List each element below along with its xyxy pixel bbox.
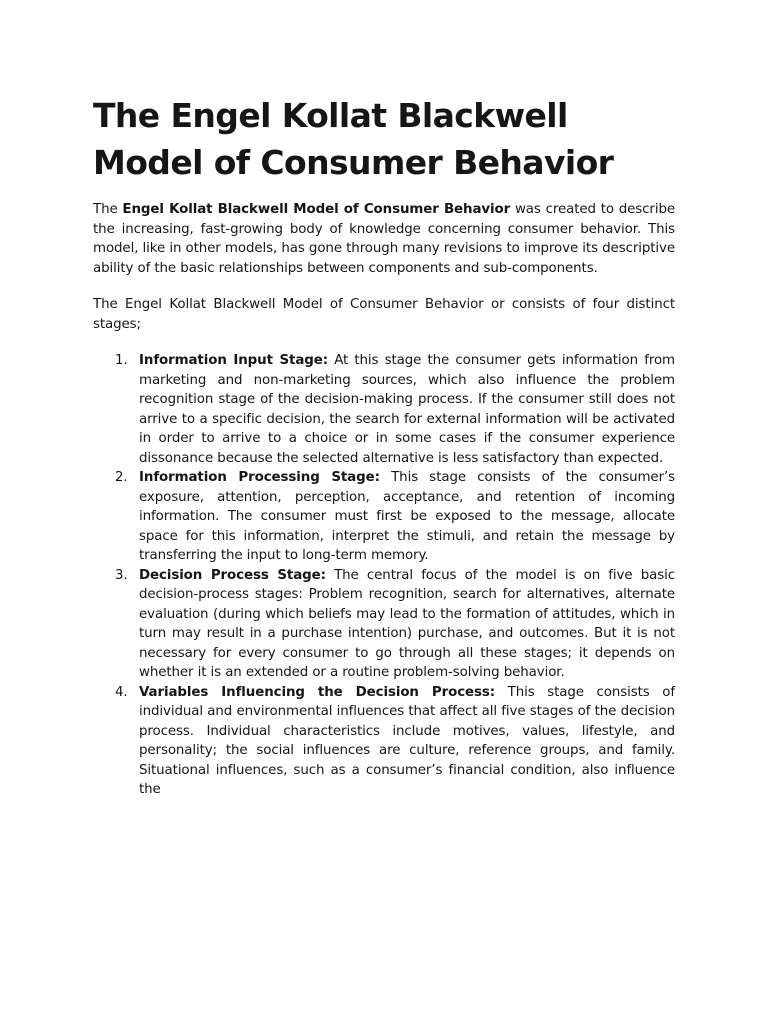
list-item-heading: Information Input Stage: bbox=[139, 353, 329, 368]
list-item-number: 3. bbox=[115, 567, 128, 583]
list-item-number: 1. bbox=[115, 353, 128, 368]
list-item bbox=[93, 468, 675, 566]
list-item-heading: Information Processing Stage: bbox=[139, 470, 380, 485]
list-item-heading: Variables Influencing the Decision Process: bbox=[139, 684, 496, 700]
list-item-number: 2. bbox=[115, 470, 128, 485]
list-item bbox=[93, 566, 675, 683]
list-item-text: This stage consists of the consumer’s exposure, attention, perception, acceptance, and retention of incoming information. The consumer must first be exposed to the message, allocate space for this information, interpret the stimuli, and retain the message by transferring the input to long-term memory. bbox=[139, 470, 676, 563]
intro-paragraph bbox=[93, 200, 675, 278]
intro-bold-term: Engel Kollat Blackwell Model of Consumer Behavior bbox=[122, 202, 511, 217]
intro-rest: was created to describe the increasing, fast-growing body of knowledge concerning consumer behavior. This model, like in other models, has gone through many revisions to improve its descriptive ability of the basic relationships between components and sub-components. bbox=[93, 202, 675, 276]
stages-intro-paragraph: The Engel Kollat Blackwell Model of Consumer Behavior or consists of four distinct stages; bbox=[93, 297, 675, 332]
list-item-text: At this stage the consumer gets information from marketing and non-marketing sources, which also influence the problem recognition stage of the decision-making process. If the consumer still does not arrive to a specific decision, the search for external information will be activated in order to arrive to a choice or in some cases if the consumer experience dissonance because the selected alternative is less satisfactory than expected. bbox=[139, 353, 675, 466]
page-title: The Engel Kollat Blackwell Model of Consumer Behavior bbox=[93, 96, 614, 182]
list-item-number: 4. bbox=[115, 684, 128, 700]
stages-list bbox=[93, 351, 675, 800]
list-item bbox=[93, 683, 675, 800]
list-item bbox=[93, 351, 675, 468]
list-item-heading: Decision Process Stage: bbox=[139, 567, 326, 583]
intro-lead: The bbox=[93, 202, 123, 217]
list-item-text: The central focus of the model is on five basic decision-process stages: Problem recognition, search for alternatives, alternate evaluation (during which beliefs may lead to the formation of attitudes, which in turn may result in a purchase intention) purchase, and outcomes. But it is not necessary for every consumer to go through all these stages; it depends on whether it is an extended or a routine problem-solving behavior. bbox=[139, 567, 675, 680]
list-item-text: This stage consists of individual and environmental influences that affect all five stages of the decision process. Individual characteristics include motives, values, lifestyle, and personality; the social influences are culture, reference groups, and family. Situational influences, such as a consumer’s financial condition, also influence the bbox=[139, 684, 675, 797]
document-page bbox=[93, 92, 675, 800]
